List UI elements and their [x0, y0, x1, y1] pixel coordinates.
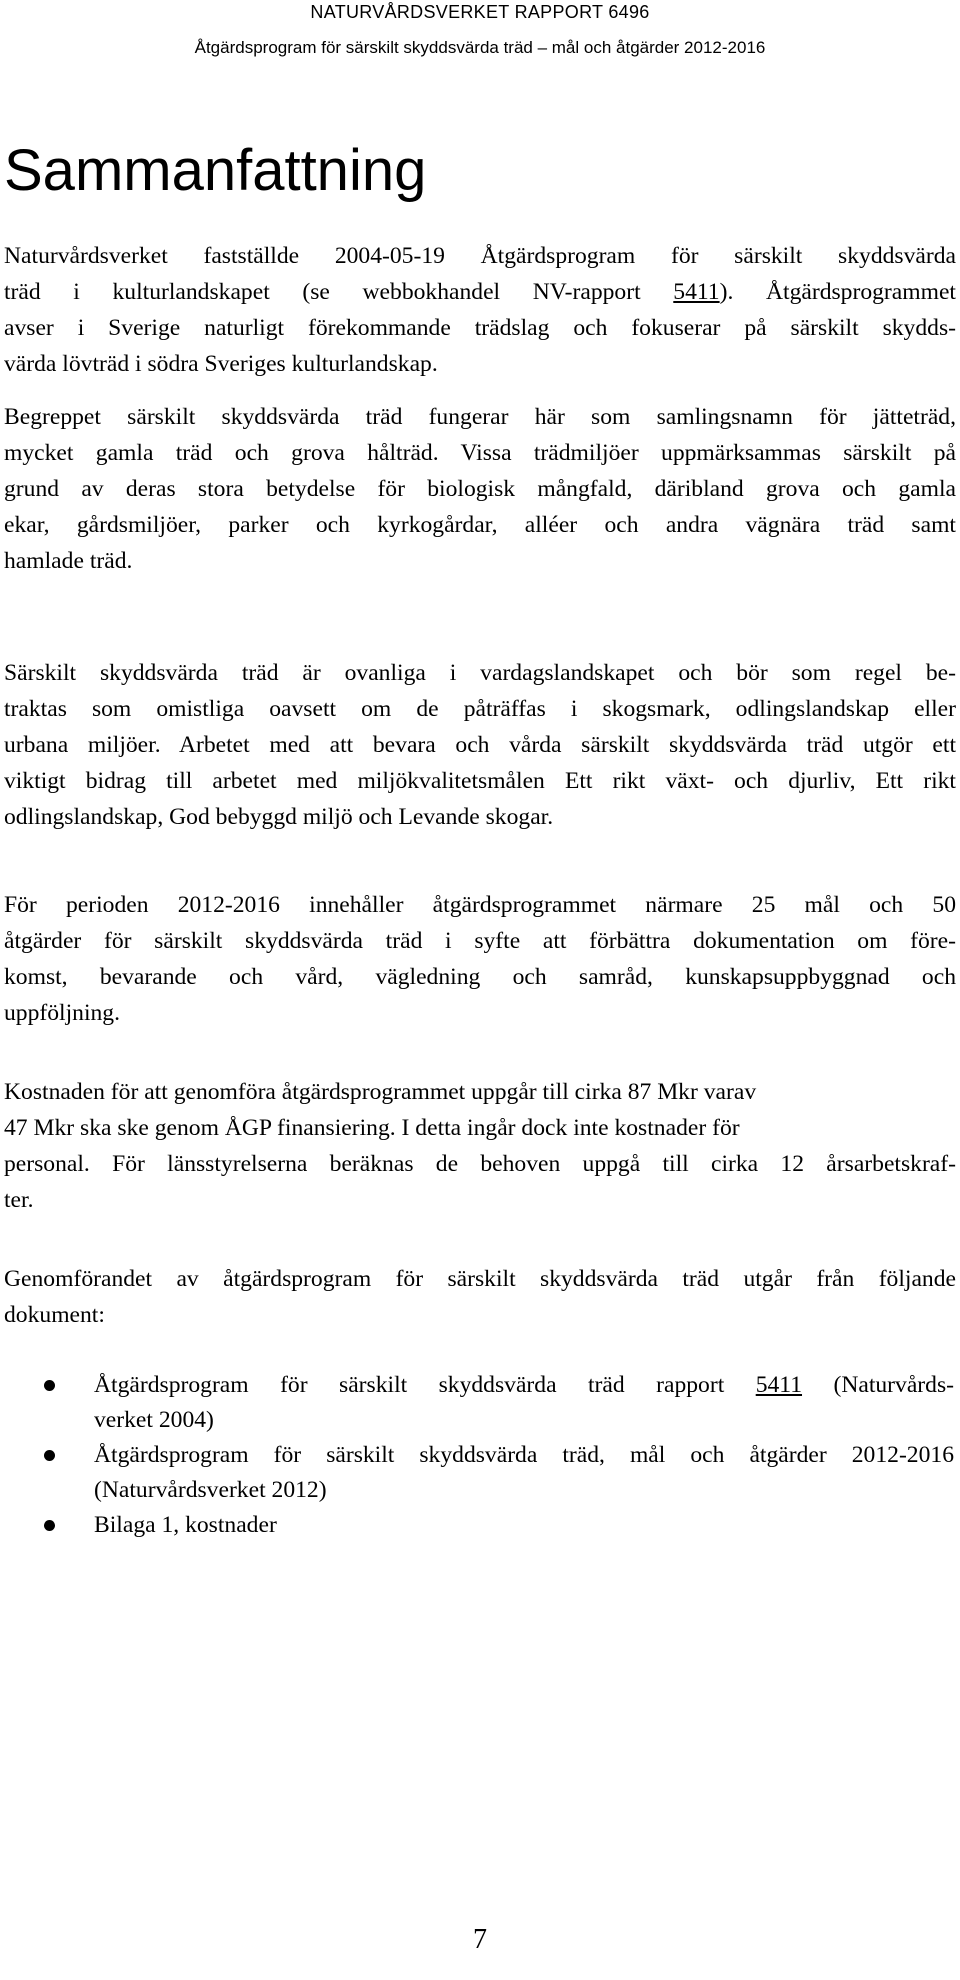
report-title: NATURVÅRDSVERKET RAPPORT 6496	[310, 2, 650, 22]
report-link[interactable]: 5411	[673, 279, 720, 305]
list-item	[0, 1368, 954, 1438]
paragraph-line: grund av deras stora betydelse för biologisk mångfald, däribland grova och gamla	[4, 476, 956, 502]
paragraph-line: Genomförandet av åtgärdsprogram för särskilt skyddsvärda träd utgår från följande	[4, 1266, 956, 1292]
paragraph-line: odlingslandskap, God bebyggd miljö och Levande skogar.	[4, 804, 554, 830]
list-item-line: Åtgärdsprogram för särskilt skyddsvärda träd, mål och åtgärder 2012-2016	[94, 1442, 954, 1468]
bullet-icon	[44, 1450, 55, 1461]
paragraph-line: För perioden 2012-2016 innehåller åtgärdsprogrammet närmare 25 mål och 50	[4, 892, 956, 918]
paragraph-line: personal. För länsstyrelserna beräknas de behoven uppgå till cirka 12 årsarbetskraf-	[4, 1151, 956, 1177]
paragraph-1	[4, 238, 956, 382]
bullet-icon	[44, 1520, 55, 1531]
paragraph-4	[4, 887, 956, 1031]
paragraph-line: Naturvårdsverket fastställde 2004-05-19 Åtgärdsprogram för särskilt skyddsvärda	[4, 243, 956, 269]
page-number: 7	[473, 1924, 487, 1955]
paragraph-line: urbana miljöer. Arbetet med att bevara och vårda särskilt skyddsvärda träd utgör ett	[4, 732, 956, 758]
paragraph-line: traktas som omistliga oavsett om de påträffas i skogsmark, odlingslandskap eller	[4, 696, 956, 722]
paragraph-line: åtgärder för särskilt skyddsvärda träd i syfte att förbättra dokumentation om före-	[4, 928, 956, 954]
report-subtitle: Åtgärdsprogram för särskilt skyddsvärda träd – mål och åtgärder 2012-2016	[194, 38, 766, 57]
bullet-icon	[44, 1380, 55, 1391]
paragraph-line: Kostnaden för att genomföra åtgärdsprogrammet uppgår till cirka 87 Mkr varav	[4, 1079, 757, 1105]
list-item-line: (Naturvårdsverket 2012)	[94, 1477, 327, 1503]
paragraph-line: värda lövträd i södra Sveriges kulturlandskap.	[4, 351, 438, 377]
paragraph-line: Särskilt skyddsvärda träd är ovanliga i vardagslandskapet och bör som regel be-	[4, 660, 956, 686]
list-item-line: Bilaga 1, kostnader	[94, 1512, 277, 1538]
section-heading: Sammanfattning	[4, 138, 427, 203]
list-item	[0, 1438, 954, 1508]
paragraph-line: 47 Mkr ska ske genom ÅGP finansiering. I detta ingår dock inte kostnader för	[4, 1115, 740, 1141]
document-list	[0, 1368, 960, 1543]
paragraph-6	[4, 1261, 956, 1333]
report-link[interactable]: 5411	[755, 1372, 803, 1398]
list-item-line: Åtgärdsprogram för särskilt skyddsvärda träd rapport 5411 (Naturvårds-	[94, 1372, 954, 1398]
list-item-line: verket 2004)	[94, 1407, 214, 1433]
paragraph-2	[4, 399, 956, 579]
paragraph-line: avser i Sverige naturligt förekommande trädslag och fokuserar på särskilt skydds-	[4, 315, 956, 341]
paragraph-line: hamlade träd.	[4, 548, 133, 574]
paragraph-line: ekar, gårdsmiljöer, parker och kyrkogårdar, alléer och andra vägnära träd samt	[4, 512, 956, 538]
paragraph-line: komst, bevarande och vård, vägledning och samråd, kunskapsuppbyggnad och	[4, 964, 956, 990]
paragraph-line: ter.	[4, 1187, 34, 1213]
paragraph-line: mycket gamla träd och grova hålträd. Vissa trädmiljöer uppmärksammas särskilt på	[4, 440, 956, 466]
paragraph-line: dokument:	[4, 1302, 105, 1328]
paragraph-3	[4, 655, 956, 835]
paragraph-line: uppföljning.	[4, 1000, 120, 1026]
paragraph-line: viktigt bidrag till arbetet med miljökvalitetsmålen Ett rikt växt- och djurliv, Ett rikt	[4, 768, 956, 794]
paragraph-line: träd i kulturlandskapet (se webbokhandel NV-rapport 5411). Åtgärdsprogrammet	[4, 279, 956, 305]
list-item	[0, 1508, 954, 1543]
paragraph-line: Begreppet särskilt skyddsvärda träd fungerar här som samlingsnamn för jätteträd,	[4, 404, 956, 430]
paragraph-5	[4, 1074, 956, 1218]
